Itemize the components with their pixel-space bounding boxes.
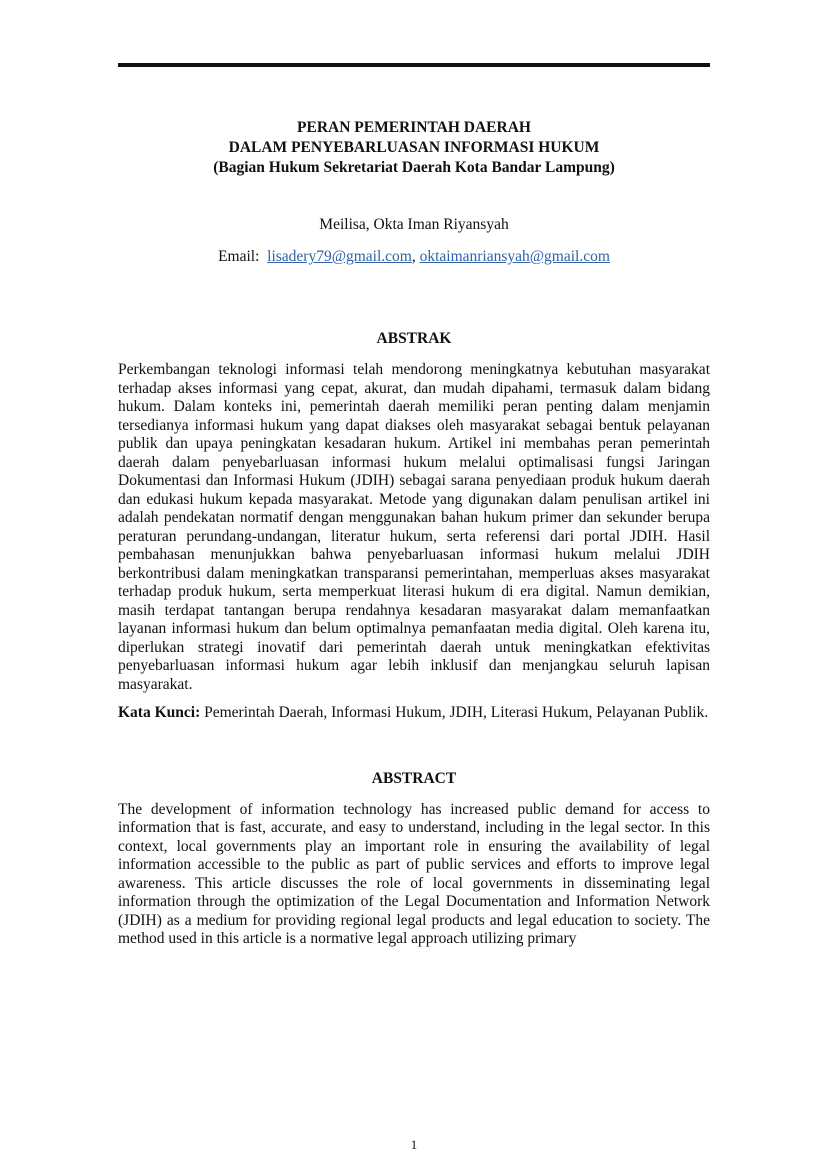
header-rule [118,63,710,67]
page-content [118,118,710,949]
keywords-label: Kata Kunci: [118,704,201,721]
email-link-1[interactable]: lisadery79@gmail.com [267,248,412,265]
keywords-paragraph [118,704,710,723]
keywords-list: Pemerintah Daerah, Informasi Hukum, JDIH, Literasi Hukum, Pelayanan Publik. [204,704,709,721]
email-link-2[interactable]: oktaimanriansyah@gmail.com [419,248,610,265]
abstract-body: The development of information technology has increased public demand for access to information that is fast, accurate, and easy to understand, including in the legal sector. In this context, local governments play an important role in ensuring the availability of legal information accessible to the public as part of public services and efforts to improve legal awareness. This article discusses the role of local governments in disseminating legal information through the optimization of the Legal Documentation and Information Network (JDIH) as a medium for providing regional legal products and legal education to society. The method used in this article is a normative legal approach utilizing primary [118,800,710,947]
page-number: 1 [410,1137,418,1152]
abstrak-heading: ABSTRAK [376,330,452,347]
paper-title [118,118,710,178]
email-separator: , [411,248,416,265]
email-label: Email: [218,248,260,265]
title-line-2: DALAM PENYEBARLUASAN INFORMASI HUKUM [228,139,600,156]
email-line [118,247,710,267]
author-names: Meilisa, Okta Iman Riyansyah [319,216,509,233]
abstract-heading: ABSTRACT [371,769,457,787]
title-line-1: PERAN PEMERINTAH DAERAH [297,119,531,136]
title-subtitle: (Bagian Hukum Sekretariat Daerah Kota Bandar Lampung) [213,159,615,176]
abstrak-body: Perkembangan teknologi informasi telah mendorong meningkatnya kebutuhan masyarakat terhadap akses informasi yang cepat, akurat, dan mudah dipahami, termasuk dalam bidang hukum. Dalam konteks ini, pemerintah daerah memiliki peran penting dalam menjamin tersedianya informasi hukum yang dapat diakses oleh masyarakat sebagai bentuk pelayanan publik dan upaya peningkatan kesadaran hukum. Artikel ini membahas peran pemerintah daerah dalam penyebarluasan informasi hukum melalui optimalisasi fungsi Jaringan Dokumentasi dan Informasi Hukum (JDIH) sebagai sarana penyediaan produk hukum daerah dan edukasi hukum kepada masyarakat. Metode yang digunakan dalam penulisan artikel ini adalah pendekatan normatif dengan menggunakan bahan hukum primer dan sekunder berupa peraturan perundang-undangan, literatur hukum, serta referensi dari portal JDIH. Hasil pembahasan menunjukkan bahwa penyebarluasan informasi hukum melalui JDIH berkontribusi dalam meningkatkan transparansi pemerintahan, memperluas akses masyarakat terhadap produk hukum, serta memperkuat literasi hukum di era digital. Namun demikian, masih terdapat tantangan berupa rendahnya kesadaran masyarakat dalam memanfaatkan layanan informasi hukum dan belum optimalnya pemanfaatan media digital. Oleh karena itu, diperlukan strategi inovatif dari pemerintah daerah untuk meningkatkan efektivitas penyebarluasan informasi hukum agar lebih inklusif dan menjangkau seluruh lapisan masyarakat. [118,361,710,693]
